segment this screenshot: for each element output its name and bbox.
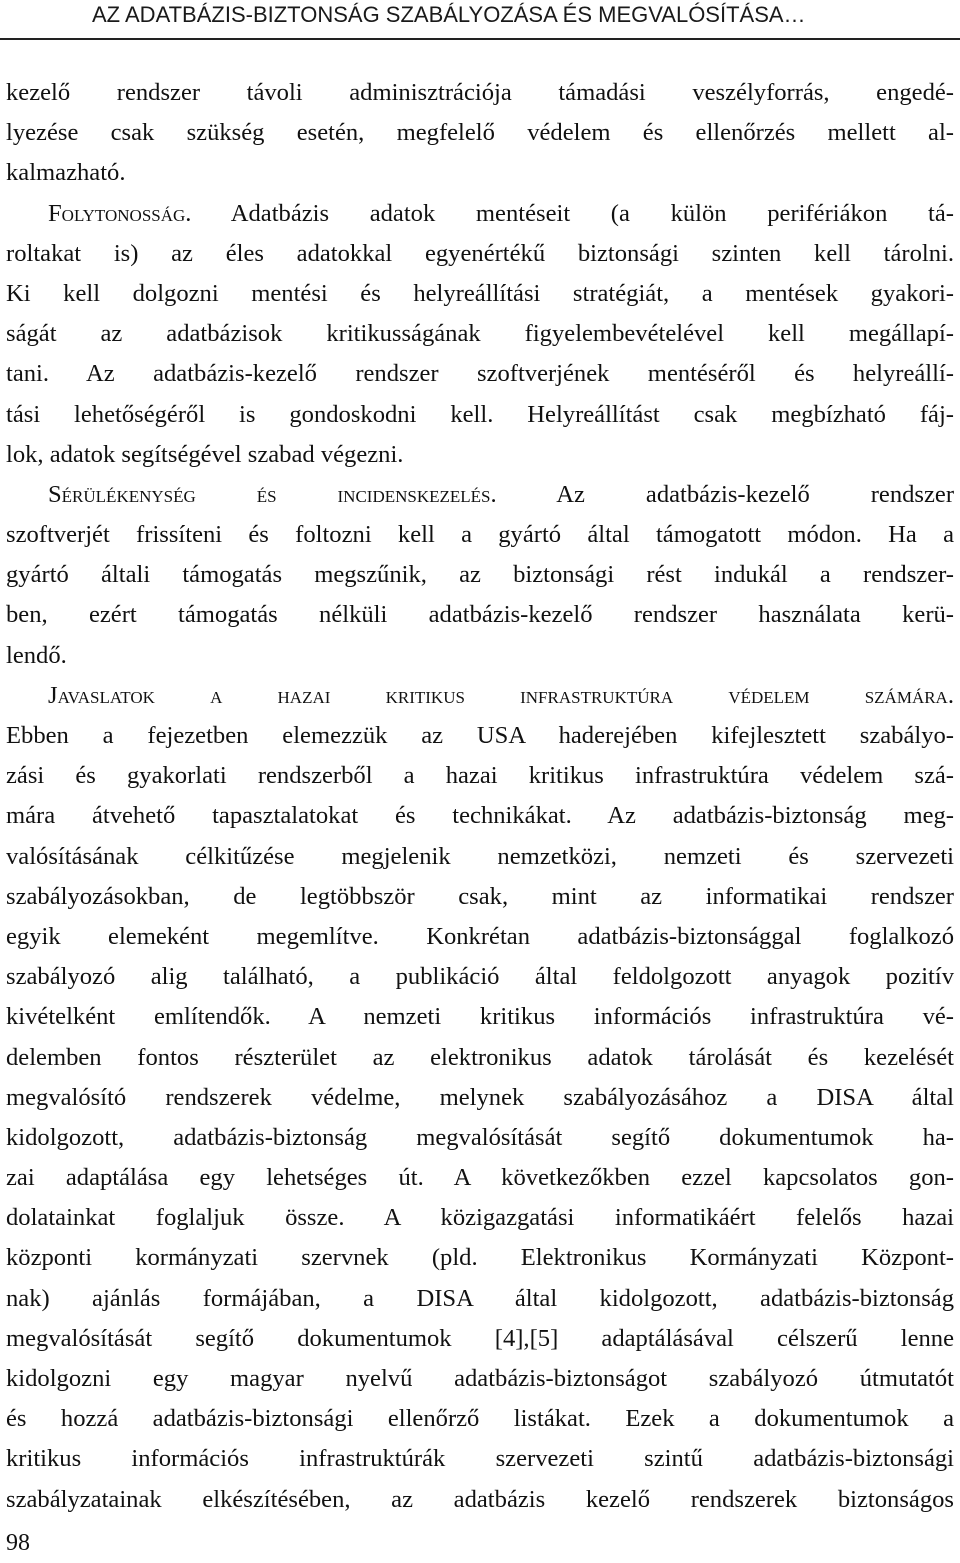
text-line — [6, 957, 954, 997]
line-text: központi kormányzati szervnek (pld. Elektronikus Kormányzati Központ- — [6, 1244, 954, 1272]
page-number: 98 — [6, 1530, 30, 1556]
line-text: ságát az adatbázisok kritikusságának figyelembevételével kell megállapí- — [6, 320, 954, 348]
line-text: dolatainkat foglaljuk össze. A közigazgatási informatikáért felelős hazai — [6, 1204, 954, 1232]
text-line — [6, 1439, 954, 1479]
text-line — [6, 1319, 954, 1359]
line-text: szoftverjét frissíteni és foltozni kell a gyártó által támogatott módon. Ha a — [6, 521, 954, 549]
body-text — [6, 73, 954, 1520]
text-line — [6, 1359, 954, 1399]
text-line — [6, 716, 954, 756]
text-line — [6, 1038, 954, 1078]
text-line — [6, 595, 954, 635]
line-text: Ebben a fejezetben elemezzük az USA haderejében kifejlesztett szabályo- — [6, 722, 954, 749]
line-text: mára átvehető tapasztalatokat és technikákat. Az adatbázis-biztonság meg- — [6, 802, 954, 830]
text-line — [6, 997, 954, 1037]
line-text: megvalósító rendszerek védelme, melynek szabályozásához a DISA által — [6, 1083, 954, 1111]
text-line — [6, 1279, 954, 1319]
text-line — [6, 1399, 954, 1439]
text-line — [6, 1238, 954, 1278]
text-line — [6, 1078, 954, 1118]
text-line — [6, 475, 954, 515]
text-line — [6, 877, 954, 917]
section-heading: Javaslatok a hazai kritikus infrastruktúra védelem számára. — [48, 681, 954, 709]
text-line — [6, 1118, 954, 1158]
text-line — [6, 1158, 954, 1198]
text-line — [6, 917, 954, 957]
text-line — [6, 1198, 954, 1238]
text-line — [6, 194, 954, 234]
text-line — [6, 435, 954, 475]
header-rule — [0, 38, 960, 40]
text-line — [6, 1480, 954, 1520]
line-text: kezelő rendszer távoli adminisztrációja támadási veszélyforrás, engedé- — [6, 79, 954, 106]
section-heading: Folytonosság. — [48, 199, 192, 227]
line-text: zási és gyakorlati rendszerből a hazai kritikus infrastruktúra védelem szá- — [6, 762, 954, 790]
line-text: nak) ajánlás formájában, a DISA által kidolgozott, adatbázis-biztonság — [6, 1284, 954, 1312]
line-text: valósításának célkitűzése megjelenik nemzetközi, nemzeti és szervezeti — [6, 842, 954, 870]
text-line — [6, 395, 954, 435]
line-text: kivételként említendők. A nemzeti kritikus információs infrastruktúra vé- — [6, 1003, 954, 1031]
text-line — [6, 354, 954, 394]
line-text: lyezése csak szükség esetén, megfelelő védelem és ellenőrzés mellett al- — [6, 119, 954, 147]
text-line — [6, 113, 954, 153]
line-text: lendő. — [6, 641, 67, 669]
line-text: kalmazható. — [6, 159, 126, 187]
text-line — [6, 73, 954, 113]
line-text: roltakat is) az éles adatokkal egyenértékű biztonsági szinten kell tárolni. — [6, 239, 954, 267]
running-header: AZ ADATBÁZIS-BIZTONSÁG SZABÁLYOZÁSA ÉS MEGVALÓSÍTÁSA… — [92, 2, 806, 27]
line-text: ben, ezért támogatás nélküli adatbázis-kezelő rendszer használata kerü- — [6, 601, 954, 629]
text-line — [6, 314, 954, 354]
line-text: kidolgozott, adatbázis-biztonság megvalósítását segítő dokumentumok ha- — [6, 1123, 954, 1151]
text-line — [6, 636, 954, 676]
line-text: megvalósítását segítő dokumentumok [4],[5] adaptálásával célszerű lenne — [6, 1324, 954, 1352]
line-text: lok, adatok segítségével szabad végezni. — [6, 440, 404, 468]
line-text: egyik elemeként megemlítve. Konkrétan adatbázis-biztonsággal foglalkozó — [6, 922, 954, 950]
text-line — [6, 234, 954, 274]
line-text: és hozzá adatbázis-biztonsági ellenőrző listákat. Ezek a dokumentumok a — [6, 1405, 954, 1433]
line-text: szabályzatainak elkészítésében, az adatbázis kezelő rendszerek biztonságos — [6, 1485, 954, 1513]
line-text: Adatbázis adatok mentéseit (a külön perifériákon tá- — [191, 199, 954, 227]
section-heading: Sérülékenység és incidenskezelés. — [48, 480, 497, 508]
text-line — [6, 837, 954, 877]
text-line — [6, 756, 954, 796]
line-text: Ki kell dolgozni mentési és helyreállítási stratégiát, a mentések gyakori- — [6, 279, 954, 307]
line-text: delemben fontos részterület az elektronikus adatok tárolását és kezelését — [6, 1043, 954, 1071]
text-line — [6, 796, 954, 836]
text-line — [6, 274, 954, 314]
line-text: szabályozó alig található, a publikáció által feldolgozott anyagok pozitív — [6, 963, 954, 991]
line-text: Az adatbázis-kezelő rendszer — [496, 480, 955, 508]
line-text: kidolgozni egy magyar nyelvű adatbázis-biztonságot szabályozó útmutatót — [6, 1365, 954, 1392]
line-text: tani. Az adatbázis-kezelő rendszer szoftverjének mentéséről és helyreállí- — [6, 360, 954, 388]
line-text: tási lehetőségéről is gondoskodni kell. Helyreállítást csak megbízható fáj- — [6, 400, 954, 428]
text-line — [6, 676, 954, 716]
line-text: gyártó általi támogatás megszűnik, az biztonsági rést indukál a rendszer- — [6, 561, 954, 589]
text-line — [6, 153, 954, 193]
text-line — [6, 555, 954, 595]
text-line — [6, 515, 954, 555]
line-text: zai adaptálása egy lehetséges út. A következőkben ezzel kapcsolatos gon- — [6, 1164, 954, 1192]
line-text: kritikus információs infrastruktúrák szervezeti szintű adatbázis-biztonsági — [6, 1445, 954, 1473]
line-text: szabályozásokban, de legtöbbször csak, mint az informatikai rendszer — [6, 882, 954, 910]
